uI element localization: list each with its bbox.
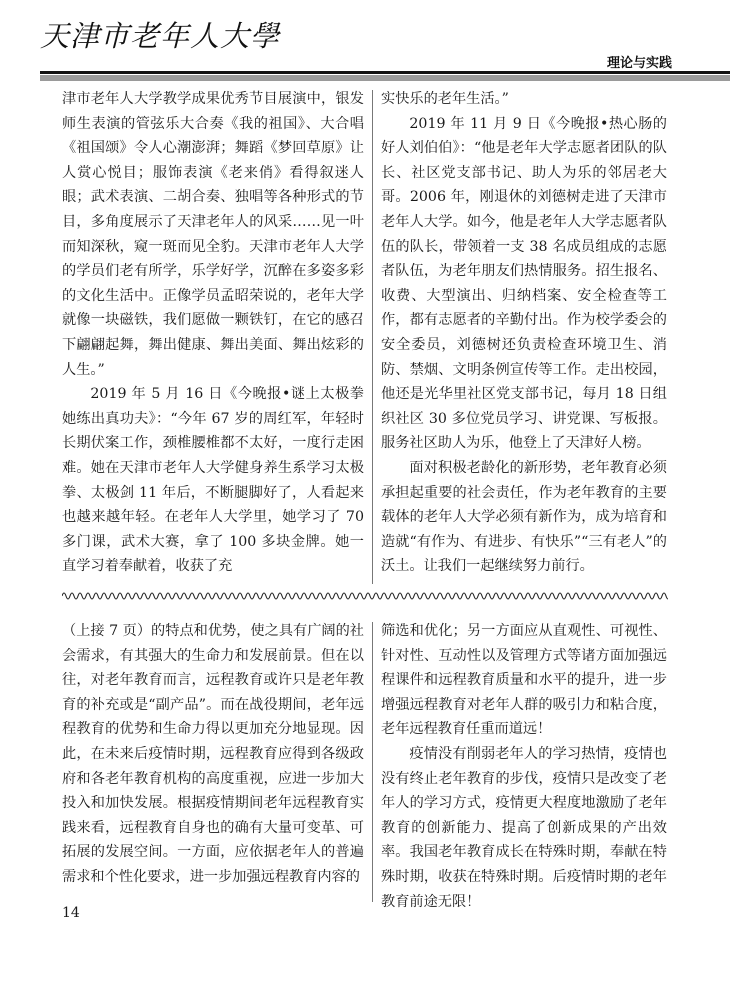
- paragraph: 筛选和优化；另一方面应从直观性、可视性、针对性、互动性以及管理方式等诸方面加强远程课件和远程教育质量和水平的提升，进一步增强远程教育对老年人群的吸引力和粘合度，老年远程教育任重而道远！: [381, 623, 667, 738]
- header-band: [40, 75, 730, 81]
- masthead-logo: 天津市老年人大學: [40, 19, 281, 53]
- paragraph: 疫情没有削弱老年人的学习热情，疫情也没有终止老年教育的步伐，疫情只是改变了老年人的学习方式，疫情更大程度地激励了老年教育的创新能力、提高了创新成果的产出效率。我国老年教育成长在特殊时期，奉献在特殊时期，收获在特殊时期。后疫情时期的老年教育前途无限！: [381, 745, 667, 910]
- wavy-separator: [62, 590, 668, 602]
- top-left-column: [62, 87, 364, 579]
- column-divider: [372, 90, 373, 584]
- header-rule: [40, 71, 730, 74]
- bottom-left-column: [62, 619, 364, 890]
- section-label: 理论与实践: [606, 56, 672, 71]
- paragraph: 2019 年 5 月 16 日《今晚报•谜上太极拳她练出真功夫》：“今年 67 岁的周红军，年轻时长期伏案工作，颈椎腰椎都不太好，一度行走困难。她在天津市老年人大学健身养生系学习太极拳、太极剑 11 年后，不断腿脚好了，人看起来也越来越年轻。在老年人大学里，她学习了 70 多门课，武术大赛，拿了 100 多块金牌。她一直学习着奉献着，收获了充: [62, 386, 364, 575]
- paragraph: 2019 年 11 月 9 日《今晚报•热心肠的好人刘伯伯》：“他是老年大学志愿者团队的队长、社区党支部书记、助人为乐的邻居老大哥。2006 年，刚退休的刘德树走进了天津市老年人大学。如今，他是老年人大学志愿者队伍的队长，带领着一支 38 名成员组成的志愿者队伍，为老年朋友们热情服务。招生报名、收费、大型演出、归纳档案、安全检查等工作，都有志愿者的辛勤付出。作为校学委会的安全委员，刘德树还负责检查环境卫生、消防、禁烟、文明条例宣传等工作。走出校园，他还是光华里社区党支部书记，每月 18 日组织社区 30 多位党员学习、讲党课、写板报。服务社区助人为乐，他登上了天津好人榜。: [381, 115, 667, 452]
- paragraph: （上接 7 页）的特点和优势，使之具有广阔的社会需求，有其强大的生命力和发展前景。但在以往，对老年教育而言，远程教育或许只是老年教育的补充或是“副产品”。而在战役期间，老年远程教育的优势和生命力得以更加充分地显现。因此，在未来后疫情时期，远程教育应得到各级政府和各老年教育机构的高度重视，应进一步加大投入和加快发展。根据疫情期间老年远程教育实践来看，远程教育自身也的确有大量可变革、可拓展的发展空间。一方面，应依据老年人的普遍需求和个性化要求，进一步加强远程教育内容的: [62, 623, 364, 885]
- page-header: [0, 0, 730, 80]
- paragraph: 面对积极老龄化的新形势，老年教育必须承担起重要的社会责任，作为老年教育的主要载体的老年人大学必须有新作为，成为培育和造就“有作为、有进步、有快乐”“三有老人”的沃土。让我们一起继续努力前行。: [381, 459, 667, 575]
- bottom-right-column: [381, 619, 667, 914]
- paragraph: 实快乐的老年生活。”: [381, 91, 509, 107]
- page-number: 14: [62, 905, 80, 921]
- top-right-column: [381, 87, 667, 579]
- paragraph: 津市老年人大学教学成果优秀节目展演中，银发师生表演的管弦乐大合奏《我的祖国》、大合唱《祖国颂》令人心潮澎湃；舞蹈《梦回草原》让人赏心悦目；服饰表演《老来俏》看得叙迷人眼；武术表演、二胡合奏、独唱等各种形式的节目，多角度展示了天津老年人的风采……见一叶而知深秋，窥一斑而见全豹。天津市老年人大学的学员们老有所学，乐学好学，沉醉在多姿多彩的文化生活中。正像学员孟昭荣说的，老年大学就像一块磁铁，我们愿做一颗铁钉，在它的感召下翩翩起舞，舞出健康、舞出美面、舞出炫彩的人生。”: [62, 91, 364, 378]
- column-divider: [372, 622, 373, 902]
